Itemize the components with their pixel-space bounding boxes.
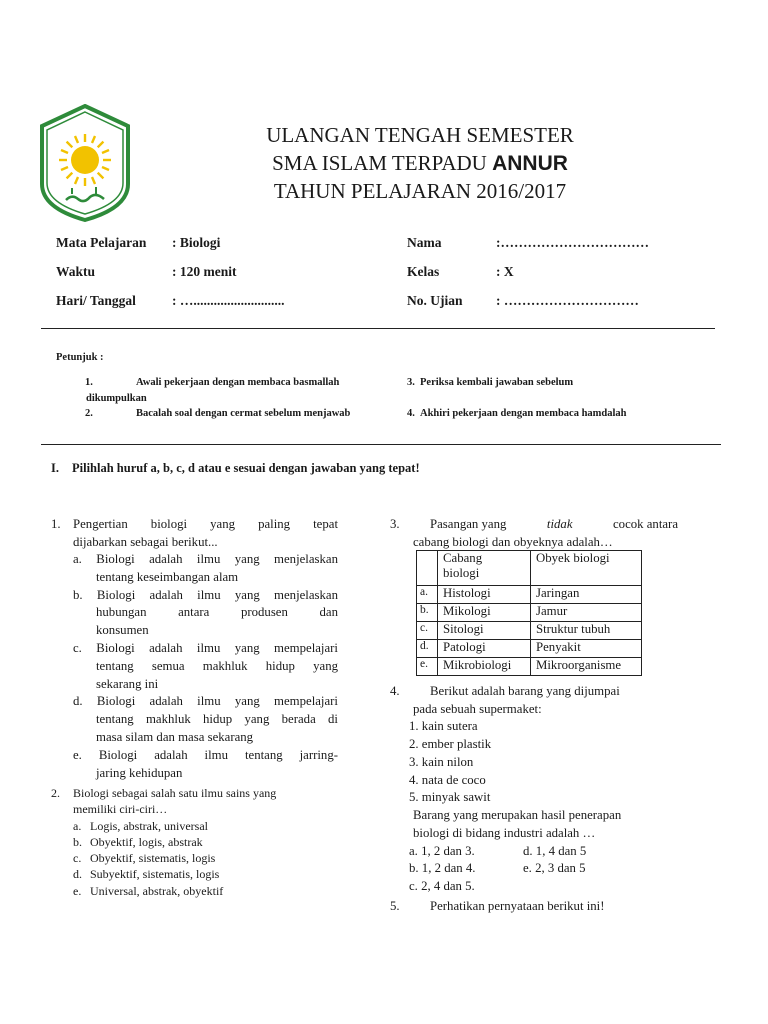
divider-top <box>41 328 715 329</box>
option-c: tentang semua makhluk hidup yang <box>96 659 338 673</box>
option-e: jaring kehidupan <box>96 766 183 780</box>
list-item: 5. minyak sawit <box>409 790 491 804</box>
table-cell: Penyakit <box>531 640 642 658</box>
option-a: a. 1, 2 dan 3. <box>409 844 475 858</box>
page-title-line2 <box>200 150 640 177</box>
question-number: 3. <box>390 517 400 531</box>
question-number: 1. <box>51 517 61 531</box>
petunjuk-text-2: Bacalah soal dengan cermat sebelum menjawab <box>136 408 351 419</box>
nama-label: Nama <box>407 235 442 250</box>
school-name: ANNUR <box>492 152 568 175</box>
list-item: 1. kain sutera <box>409 719 478 733</box>
noujian-value: : ………………………… <box>496 293 639 308</box>
table-header: Cabang biologi <box>438 551 531 586</box>
stem-post: cocok antara <box>612 517 678 531</box>
table-header: Obyek biologi <box>531 551 642 586</box>
option-b: Obyektif, logis, abstrak <box>90 835 203 849</box>
option-b: konsumen <box>96 623 149 637</box>
question-stem: Pengertian biologi yang paling tepat <box>73 517 338 531</box>
question-stem <box>430 516 678 534</box>
petunjuk-text-1: Awali pekerjaan dengan membaca basmallah <box>136 377 340 388</box>
section-instruction: Pilihlah huruf a, b, c, d atau e sesuai dengan jawaban yang tepat! <box>72 461 420 475</box>
question-stem: Berikut adalah barang yang dijumpai <box>430 684 620 698</box>
petunjuk-label: Petunjuk : <box>56 352 104 363</box>
table-cell: c. <box>417 622 438 640</box>
option-a-letter: a. <box>73 819 82 833</box>
option-d-letter: d. <box>73 867 82 881</box>
question-stem: pada sebuah supermaket: <box>413 702 542 716</box>
option-c: c. 2, 4 dan 5. <box>409 879 475 893</box>
question-stem: Barang yang merupakan hasil penerapan <box>413 808 622 822</box>
option-b: hubungan antara produsen dan <box>96 605 338 619</box>
option-d: Subyektif, sistematis, logis <box>90 867 220 881</box>
option-a: Logis, abstrak, universal <box>90 819 208 833</box>
list-item: 2. ember plastik <box>409 737 492 751</box>
table-row <box>417 586 642 604</box>
kelas-value: : X <box>496 264 514 279</box>
question-number: 2. <box>51 786 60 800</box>
option-c: Obyektif, sistematis, logis <box>90 851 216 865</box>
option-e: e. 2, 3 dan 5 <box>523 861 586 875</box>
table-cell: Mikrobiologi <box>438 658 531 676</box>
option-e-letter: e. <box>73 884 82 898</box>
table-cell: Jamur <box>531 604 642 622</box>
question-number: 4. <box>390 684 400 698</box>
table-cell: Sitologi <box>438 622 531 640</box>
petunjuk-num-3: 3. <box>407 377 415 388</box>
table-cell: d. <box>417 640 438 658</box>
table-cell: Histologi <box>438 586 531 604</box>
option-a: a. Biologi adalah ilmu yang menjelaskan <box>73 552 338 566</box>
table-cell: e. <box>417 658 438 676</box>
divider-bottom <box>41 444 721 445</box>
stem-emphasis: tidak <box>546 517 573 531</box>
petunjuk-num-1: 1. <box>85 377 93 388</box>
waktu-value: : 120 menit <box>172 264 237 279</box>
table-cell: Mikroorganisme <box>531 658 642 676</box>
question-stem: Biologi sebagai salah satu ilmu sains yang <box>73 786 277 800</box>
page-title-line3: TAHUN PELAJARAN 2016/2017 <box>273 179 567 203</box>
petunjuk-num-4: 4. <box>407 408 415 419</box>
option-c-letter: c. <box>73 851 82 865</box>
page-title-line1: ULANGAN TENGAH SEMESTER <box>266 123 574 147</box>
petunjuk-text-3: Periksa kembali jawaban sebelum <box>420 377 574 388</box>
school-logo-sun-icon <box>38 104 133 222</box>
section-number: I. <box>51 461 59 475</box>
petunjuk-text-3b: dikumpulkan <box>86 393 147 404</box>
option-b: b. 1, 2 dan 4. <box>409 861 476 875</box>
mapel-label: Mata Pelajaran <box>56 235 147 250</box>
school-logo <box>38 104 133 222</box>
question-stem: cabang biologi dan obyeknya adalah… <box>413 535 613 549</box>
petunjuk-text-4: Akhiri pekerjaan dengan membaca hamdalah <box>420 408 627 419</box>
table-cell: Mikologi <box>438 604 531 622</box>
mapel-value: : Biologi <box>172 235 221 250</box>
question-stem: biologi di bidang industri adalah … <box>413 826 596 840</box>
option-e: Universal, abstrak, obyektif <box>90 884 224 898</box>
option-c: sekarang ini <box>96 677 159 691</box>
list-item: 3. kain nilon <box>409 755 474 769</box>
question-number: 5. <box>390 899 400 913</box>
waktu-label: Waktu <box>56 264 96 279</box>
noujian-label: No. Ujian <box>407 293 463 308</box>
table-cell <box>417 551 438 586</box>
table-row <box>417 640 642 658</box>
school-prefix: SMA ISLAM TERPADU <box>272 151 493 175</box>
list-item: 4. nata de coco <box>409 773 486 787</box>
nama-value: :…………………………… <box>496 235 649 250</box>
question-stem: dijabarkan sebagai berikut... <box>73 535 218 549</box>
option-b-letter: b. <box>73 835 82 849</box>
table-header-row <box>417 551 642 586</box>
option-a: tentang keseimbangan alam <box>96 570 239 584</box>
table-row <box>417 658 642 676</box>
table-cell: b. <box>417 604 438 622</box>
option-d: tentang makhluk hidup yang berada di <box>96 712 338 726</box>
question-stem: Perhatikan pernyataan berikut ini! <box>430 899 605 913</box>
table-cell: a. <box>417 586 438 604</box>
table-cell: Struktur tubuh <box>531 622 642 640</box>
table-row <box>417 604 642 622</box>
stem-pre: Pasangan yang <box>430 517 507 531</box>
table-cell: Patologi <box>438 640 531 658</box>
kelas-label: Kelas <box>407 264 440 279</box>
option-d: d. 1, 4 dan 5 <box>523 844 587 858</box>
table-row <box>417 622 642 640</box>
option-d: d. Biologi adalah ilmu yang mempelajari <box>73 694 338 708</box>
option-b: b. Biologi adalah ilmu yang menjelaskan <box>73 588 338 602</box>
hari-label: Hari/ Tanggal <box>56 293 136 308</box>
table-cell: Jaringan <box>531 586 642 604</box>
question-stem: memiliki ciri-ciri… <box>73 802 168 816</box>
hari-value: : …........................... <box>172 293 285 308</box>
petunjuk-num-2: 2. <box>85 408 93 419</box>
option-d: masa silam dan masa sekarang <box>96 730 254 744</box>
branch-object-table <box>416 550 642 676</box>
option-e: e. Biologi adalah ilmu tentang jarring- <box>73 748 338 762</box>
option-c: c. Biologi adalah ilmu yang mempelajari <box>73 641 338 655</box>
